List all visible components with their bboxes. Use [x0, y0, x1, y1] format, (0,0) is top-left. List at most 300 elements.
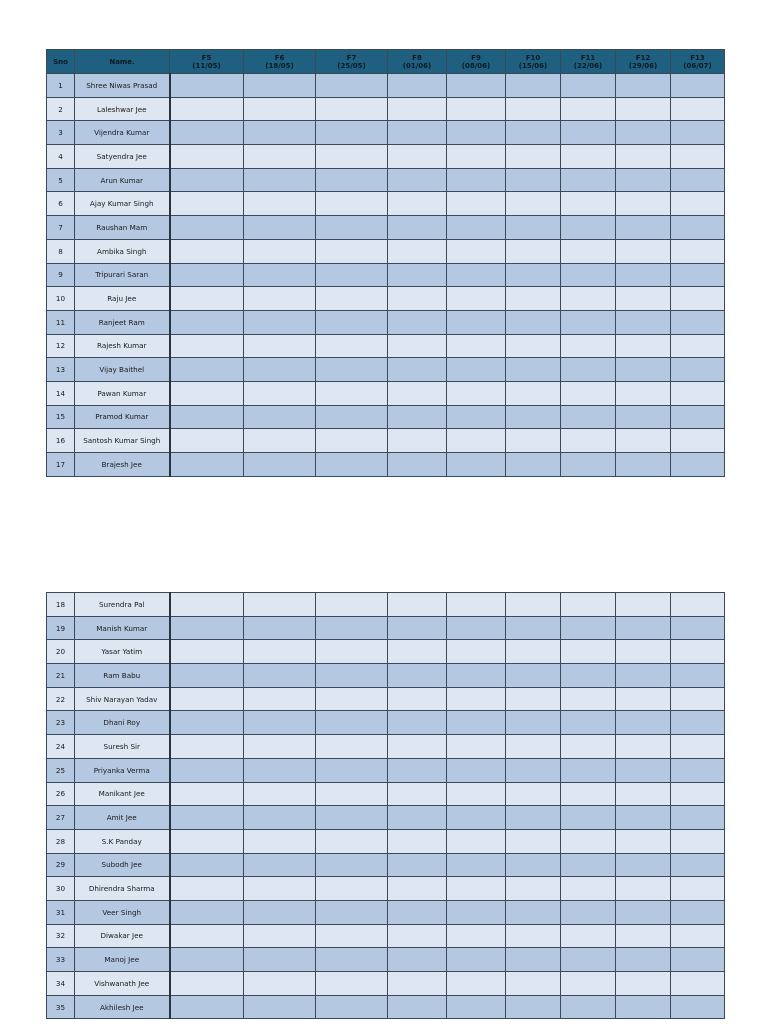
- attendance-cell[interactable]: [506, 405, 561, 429]
- attendance-cell[interactable]: [671, 948, 725, 972]
- attendance-cell[interactable]: [561, 995, 616, 1019]
- attendance-cell[interactable]: [561, 972, 616, 996]
- attendance-cell[interactable]: [244, 948, 316, 972]
- attendance-cell[interactable]: [671, 664, 725, 688]
- attendance-cell[interactable]: [388, 97, 447, 121]
- attendance-cell[interactable]: [316, 877, 388, 901]
- attendance-cell[interactable]: [244, 358, 316, 382]
- attendance-cell[interactable]: [447, 735, 506, 759]
- attendance-cell[interactable]: [671, 121, 725, 145]
- attendance-cell[interactable]: [316, 97, 388, 121]
- attendance-cell[interactable]: [244, 972, 316, 996]
- attendance-cell[interactable]: [506, 735, 561, 759]
- attendance-cell[interactable]: [447, 263, 506, 287]
- attendance-cell[interactable]: [561, 877, 616, 901]
- attendance-cell[interactable]: [316, 616, 388, 640]
- attendance-cell[interactable]: [316, 74, 388, 98]
- attendance-cell[interactable]: [561, 263, 616, 287]
- attendance-cell[interactable]: [388, 145, 447, 169]
- attendance-cell[interactable]: [447, 310, 506, 334]
- attendance-cell[interactable]: [447, 239, 506, 263]
- attendance-cell[interactable]: [170, 216, 244, 240]
- attendance-cell[interactable]: [671, 239, 725, 263]
- attendance-cell[interactable]: [616, 192, 671, 216]
- attendance-cell[interactable]: [244, 664, 316, 688]
- attendance-cell[interactable]: [561, 711, 616, 735]
- attendance-cell[interactable]: [388, 453, 447, 477]
- attendance-cell[interactable]: [170, 900, 244, 924]
- attendance-cell[interactable]: [616, 972, 671, 996]
- attendance-cell[interactable]: [316, 687, 388, 711]
- attendance-cell[interactable]: [170, 877, 244, 901]
- attendance-cell[interactable]: [388, 829, 447, 853]
- attendance-cell[interactable]: [506, 900, 561, 924]
- attendance-cell[interactable]: [561, 782, 616, 806]
- attendance-cell[interactable]: [244, 145, 316, 169]
- attendance-cell[interactable]: [616, 429, 671, 453]
- attendance-cell[interactable]: [616, 711, 671, 735]
- attendance-cell[interactable]: [506, 145, 561, 169]
- attendance-cell[interactable]: [616, 900, 671, 924]
- attendance-cell[interactable]: [561, 310, 616, 334]
- attendance-cell[interactable]: [616, 735, 671, 759]
- attendance-cell[interactable]: [244, 287, 316, 311]
- attendance-cell[interactable]: [388, 121, 447, 145]
- attendance-cell[interactable]: [671, 900, 725, 924]
- attendance-cell[interactable]: [170, 972, 244, 996]
- attendance-cell[interactable]: [244, 782, 316, 806]
- attendance-cell[interactable]: [506, 995, 561, 1019]
- attendance-cell[interactable]: [316, 853, 388, 877]
- attendance-cell[interactable]: [506, 192, 561, 216]
- attendance-cell[interactable]: [244, 216, 316, 240]
- attendance-cell[interactable]: [506, 924, 561, 948]
- attendance-cell[interactable]: [388, 216, 447, 240]
- attendance-cell[interactable]: [506, 358, 561, 382]
- attendance-cell[interactable]: [561, 192, 616, 216]
- attendance-cell[interactable]: [170, 711, 244, 735]
- attendance-cell[interactable]: [671, 616, 725, 640]
- attendance-cell[interactable]: [170, 358, 244, 382]
- attendance-cell[interactable]: [388, 192, 447, 216]
- attendance-cell[interactable]: [506, 640, 561, 664]
- attendance-cell[interactable]: [316, 310, 388, 334]
- attendance-cell[interactable]: [616, 358, 671, 382]
- attendance-cell[interactable]: [316, 358, 388, 382]
- attendance-cell[interactable]: [561, 687, 616, 711]
- attendance-cell[interactable]: [170, 192, 244, 216]
- attendance-cell[interactable]: [447, 216, 506, 240]
- attendance-cell[interactable]: [561, 735, 616, 759]
- attendance-cell[interactable]: [671, 381, 725, 405]
- attendance-cell[interactable]: [244, 806, 316, 830]
- attendance-cell[interactable]: [388, 948, 447, 972]
- attendance-cell[interactable]: [616, 168, 671, 192]
- attendance-cell[interactable]: [616, 877, 671, 901]
- attendance-cell[interactable]: [447, 381, 506, 405]
- attendance-cell[interactable]: [616, 616, 671, 640]
- attendance-cell[interactable]: [244, 405, 316, 429]
- attendance-cell[interactable]: [316, 287, 388, 311]
- attendance-cell[interactable]: [447, 287, 506, 311]
- attendance-cell[interactable]: [671, 429, 725, 453]
- attendance-cell[interactable]: [616, 664, 671, 688]
- attendance-cell[interactable]: [388, 239, 447, 263]
- attendance-cell[interactable]: [170, 145, 244, 169]
- attendance-cell[interactable]: [170, 758, 244, 782]
- attendance-cell[interactable]: [447, 853, 506, 877]
- attendance-cell[interactable]: [506, 806, 561, 830]
- attendance-cell[interactable]: [671, 853, 725, 877]
- attendance-cell[interactable]: [447, 145, 506, 169]
- attendance-cell[interactable]: [506, 74, 561, 98]
- attendance-cell[interactable]: [671, 995, 725, 1019]
- attendance-cell[interactable]: [671, 593, 725, 617]
- attendance-cell[interactable]: [506, 381, 561, 405]
- attendance-cell[interactable]: [388, 287, 447, 311]
- attendance-cell[interactable]: [244, 829, 316, 853]
- attendance-cell[interactable]: [388, 924, 447, 948]
- attendance-cell[interactable]: [447, 168, 506, 192]
- attendance-cell[interactable]: [506, 310, 561, 334]
- attendance-cell[interactable]: [316, 664, 388, 688]
- attendance-cell[interactable]: [561, 806, 616, 830]
- attendance-cell[interactable]: [316, 924, 388, 948]
- attendance-cell[interactable]: [316, 593, 388, 617]
- attendance-cell[interactable]: [388, 995, 447, 1019]
- attendance-cell[interactable]: [506, 121, 561, 145]
- attendance-cell[interactable]: [447, 995, 506, 1019]
- attendance-cell[interactable]: [316, 216, 388, 240]
- attendance-cell[interactable]: [447, 405, 506, 429]
- attendance-cell[interactable]: [561, 216, 616, 240]
- attendance-cell[interactable]: [316, 263, 388, 287]
- attendance-cell[interactable]: [170, 664, 244, 688]
- attendance-cell[interactable]: [447, 806, 506, 830]
- attendance-cell[interactable]: [671, 829, 725, 853]
- attendance-cell[interactable]: [388, 782, 447, 806]
- attendance-cell[interactable]: [506, 263, 561, 287]
- attendance-cell[interactable]: [388, 711, 447, 735]
- attendance-cell[interactable]: [506, 453, 561, 477]
- attendance-cell[interactable]: [447, 924, 506, 948]
- attendance-cell[interactable]: [671, 972, 725, 996]
- attendance-cell[interactable]: [561, 381, 616, 405]
- attendance-cell[interactable]: [447, 664, 506, 688]
- attendance-cell[interactable]: [616, 687, 671, 711]
- attendance-cell[interactable]: [170, 616, 244, 640]
- attendance-cell[interactable]: [616, 74, 671, 98]
- attendance-cell[interactable]: [506, 239, 561, 263]
- attendance-cell[interactable]: [316, 192, 388, 216]
- attendance-cell[interactable]: [561, 593, 616, 617]
- attendance-cell[interactable]: [244, 453, 316, 477]
- attendance-cell[interactable]: [170, 453, 244, 477]
- attendance-cell[interactable]: [616, 758, 671, 782]
- attendance-cell[interactable]: [388, 877, 447, 901]
- attendance-cell[interactable]: [388, 593, 447, 617]
- attendance-cell[interactable]: [616, 640, 671, 664]
- attendance-cell[interactable]: [506, 687, 561, 711]
- attendance-cell[interactable]: [561, 924, 616, 948]
- attendance-cell[interactable]: [671, 735, 725, 759]
- attendance-cell[interactable]: [447, 877, 506, 901]
- attendance-cell[interactable]: [170, 687, 244, 711]
- attendance-cell[interactable]: [616, 216, 671, 240]
- attendance-cell[interactable]: [506, 168, 561, 192]
- attendance-cell[interactable]: [170, 853, 244, 877]
- attendance-cell[interactable]: [671, 310, 725, 334]
- attendance-cell[interactable]: [447, 121, 506, 145]
- attendance-cell[interactable]: [170, 239, 244, 263]
- attendance-cell[interactable]: [671, 806, 725, 830]
- attendance-cell[interactable]: [244, 239, 316, 263]
- attendance-cell[interactable]: [506, 877, 561, 901]
- attendance-cell[interactable]: [316, 806, 388, 830]
- attendance-cell[interactable]: [616, 806, 671, 830]
- attendance-cell[interactable]: [447, 334, 506, 358]
- attendance-cell[interactable]: [671, 405, 725, 429]
- attendance-cell[interactable]: [388, 853, 447, 877]
- attendance-cell[interactable]: [506, 972, 561, 996]
- attendance-cell[interactable]: [170, 97, 244, 121]
- attendance-cell[interactable]: [447, 358, 506, 382]
- attendance-cell[interactable]: [170, 593, 244, 617]
- attendance-cell[interactable]: [561, 616, 616, 640]
- attendance-cell[interactable]: [616, 239, 671, 263]
- attendance-cell[interactable]: [616, 121, 671, 145]
- attendance-cell[interactable]: [616, 782, 671, 806]
- attendance-cell[interactable]: [506, 97, 561, 121]
- attendance-cell[interactable]: [671, 168, 725, 192]
- attendance-cell[interactable]: [506, 829, 561, 853]
- attendance-cell[interactable]: [170, 287, 244, 311]
- attendance-cell[interactable]: [244, 310, 316, 334]
- attendance-cell[interactable]: [616, 948, 671, 972]
- attendance-cell[interactable]: [388, 263, 447, 287]
- attendance-cell[interactable]: [316, 121, 388, 145]
- attendance-cell[interactable]: [316, 429, 388, 453]
- attendance-cell[interactable]: [388, 972, 447, 996]
- attendance-cell[interactable]: [561, 453, 616, 477]
- attendance-cell[interactable]: [616, 97, 671, 121]
- attendance-cell[interactable]: [170, 995, 244, 1019]
- attendance-cell[interactable]: [616, 593, 671, 617]
- attendance-cell[interactable]: [388, 168, 447, 192]
- attendance-cell[interactable]: [447, 453, 506, 477]
- attendance-cell[interactable]: [561, 664, 616, 688]
- attendance-cell[interactable]: [170, 381, 244, 405]
- attendance-cell[interactable]: [561, 358, 616, 382]
- attendance-cell[interactable]: [561, 287, 616, 311]
- attendance-cell[interactable]: [244, 758, 316, 782]
- attendance-cell[interactable]: [447, 640, 506, 664]
- attendance-cell[interactable]: [447, 782, 506, 806]
- attendance-cell[interactable]: [561, 168, 616, 192]
- attendance-cell[interactable]: [316, 145, 388, 169]
- attendance-cell[interactable]: [616, 381, 671, 405]
- attendance-cell[interactable]: [506, 853, 561, 877]
- attendance-cell[interactable]: [506, 593, 561, 617]
- attendance-cell[interactable]: [244, 900, 316, 924]
- attendance-cell[interactable]: [244, 711, 316, 735]
- attendance-cell[interactable]: [447, 616, 506, 640]
- attendance-cell[interactable]: [506, 429, 561, 453]
- attendance-cell[interactable]: [388, 664, 447, 688]
- attendance-cell[interactable]: [447, 711, 506, 735]
- attendance-cell[interactable]: [561, 239, 616, 263]
- attendance-cell[interactable]: [561, 74, 616, 98]
- attendance-cell[interactable]: [616, 310, 671, 334]
- attendance-cell[interactable]: [671, 877, 725, 901]
- attendance-cell[interactable]: [616, 263, 671, 287]
- attendance-cell[interactable]: [447, 97, 506, 121]
- attendance-cell[interactable]: [616, 405, 671, 429]
- attendance-cell[interactable]: [561, 405, 616, 429]
- attendance-cell[interactable]: [671, 453, 725, 477]
- attendance-cell[interactable]: [316, 758, 388, 782]
- attendance-cell[interactable]: [616, 853, 671, 877]
- attendance-cell[interactable]: [170, 782, 244, 806]
- attendance-cell[interactable]: [506, 711, 561, 735]
- attendance-cell[interactable]: [170, 924, 244, 948]
- attendance-cell[interactable]: [316, 711, 388, 735]
- attendance-cell[interactable]: [170, 334, 244, 358]
- attendance-cell[interactable]: [671, 74, 725, 98]
- attendance-cell[interactable]: [316, 239, 388, 263]
- attendance-cell[interactable]: [244, 97, 316, 121]
- attendance-cell[interactable]: [671, 640, 725, 664]
- attendance-cell[interactable]: [616, 145, 671, 169]
- attendance-cell[interactable]: [561, 829, 616, 853]
- attendance-cell[interactable]: [388, 334, 447, 358]
- attendance-cell[interactable]: [561, 758, 616, 782]
- attendance-cell[interactable]: [388, 358, 447, 382]
- attendance-cell[interactable]: [506, 287, 561, 311]
- attendance-cell[interactable]: [506, 616, 561, 640]
- attendance-cell[interactable]: [561, 121, 616, 145]
- attendance-cell[interactable]: [506, 948, 561, 972]
- attendance-cell[interactable]: [170, 263, 244, 287]
- attendance-cell[interactable]: [244, 995, 316, 1019]
- attendance-cell[interactable]: [388, 616, 447, 640]
- attendance-cell[interactable]: [170, 310, 244, 334]
- attendance-cell[interactable]: [447, 429, 506, 453]
- attendance-cell[interactable]: [447, 74, 506, 98]
- attendance-cell[interactable]: [447, 758, 506, 782]
- attendance-cell[interactable]: [316, 334, 388, 358]
- attendance-cell[interactable]: [388, 758, 447, 782]
- attendance-cell[interactable]: [561, 853, 616, 877]
- attendance-cell[interactable]: [244, 735, 316, 759]
- attendance-cell[interactable]: [388, 806, 447, 830]
- attendance-cell[interactable]: [671, 263, 725, 287]
- attendance-cell[interactable]: [388, 310, 447, 334]
- attendance-cell[interactable]: [671, 358, 725, 382]
- attendance-cell[interactable]: [244, 74, 316, 98]
- attendance-cell[interactable]: [244, 687, 316, 711]
- attendance-cell[interactable]: [388, 74, 447, 98]
- attendance-cell[interactable]: [671, 97, 725, 121]
- attendance-cell[interactable]: [316, 782, 388, 806]
- attendance-cell[interactable]: [506, 664, 561, 688]
- attendance-cell[interactable]: [506, 216, 561, 240]
- attendance-cell[interactable]: [561, 948, 616, 972]
- attendance-cell[interactable]: [316, 381, 388, 405]
- attendance-cell[interactable]: [244, 121, 316, 145]
- attendance-cell[interactable]: [447, 829, 506, 853]
- attendance-cell[interactable]: [316, 948, 388, 972]
- attendance-cell[interactable]: [671, 216, 725, 240]
- attendance-cell[interactable]: [671, 711, 725, 735]
- attendance-cell[interactable]: [671, 758, 725, 782]
- attendance-cell[interactable]: [561, 640, 616, 664]
- attendance-cell[interactable]: [316, 405, 388, 429]
- attendance-cell[interactable]: [170, 405, 244, 429]
- attendance-cell[interactable]: [671, 687, 725, 711]
- attendance-cell[interactable]: [170, 429, 244, 453]
- attendance-cell[interactable]: [671, 334, 725, 358]
- attendance-cell[interactable]: [316, 735, 388, 759]
- attendance-cell[interactable]: [506, 334, 561, 358]
- attendance-cell[interactable]: [316, 168, 388, 192]
- attendance-cell[interactable]: [316, 829, 388, 853]
- attendance-cell[interactable]: [561, 145, 616, 169]
- attendance-cell[interactable]: [616, 995, 671, 1019]
- attendance-cell[interactable]: [244, 334, 316, 358]
- attendance-cell[interactable]: [447, 593, 506, 617]
- attendance-cell[interactable]: [244, 263, 316, 287]
- attendance-cell[interactable]: [170, 121, 244, 145]
- attendance-cell[interactable]: [561, 97, 616, 121]
- attendance-cell[interactable]: [561, 900, 616, 924]
- attendance-cell[interactable]: [671, 287, 725, 311]
- attendance-cell[interactable]: [244, 593, 316, 617]
- attendance-cell[interactable]: [244, 192, 316, 216]
- attendance-cell[interactable]: [388, 900, 447, 924]
- attendance-cell[interactable]: [244, 924, 316, 948]
- attendance-cell[interactable]: [316, 900, 388, 924]
- attendance-cell[interactable]: [388, 405, 447, 429]
- attendance-cell[interactable]: [447, 948, 506, 972]
- attendance-cell[interactable]: [244, 853, 316, 877]
- attendance-cell[interactable]: [244, 640, 316, 664]
- attendance-cell[interactable]: [316, 640, 388, 664]
- attendance-cell[interactable]: [671, 192, 725, 216]
- attendance-cell[interactable]: [447, 972, 506, 996]
- attendance-cell[interactable]: [244, 877, 316, 901]
- attendance-cell[interactable]: [244, 381, 316, 405]
- attendance-cell[interactable]: [170, 829, 244, 853]
- attendance-cell[interactable]: [170, 640, 244, 664]
- attendance-cell[interactable]: [388, 640, 447, 664]
- attendance-cell[interactable]: [170, 735, 244, 759]
- attendance-cell[interactable]: [170, 168, 244, 192]
- attendance-cell[interactable]: [316, 972, 388, 996]
- attendance-cell[interactable]: [447, 900, 506, 924]
- attendance-cell[interactable]: [616, 924, 671, 948]
- attendance-cell[interactable]: [561, 429, 616, 453]
- attendance-cell[interactable]: [316, 453, 388, 477]
- attendance-cell[interactable]: [671, 924, 725, 948]
- attendance-cell[interactable]: [244, 616, 316, 640]
- attendance-cell[interactable]: [170, 806, 244, 830]
- attendance-cell[interactable]: [506, 758, 561, 782]
- attendance-cell[interactable]: [447, 687, 506, 711]
- attendance-cell[interactable]: [388, 735, 447, 759]
- attendance-cell[interactable]: [616, 334, 671, 358]
- attendance-cell[interactable]: [671, 145, 725, 169]
